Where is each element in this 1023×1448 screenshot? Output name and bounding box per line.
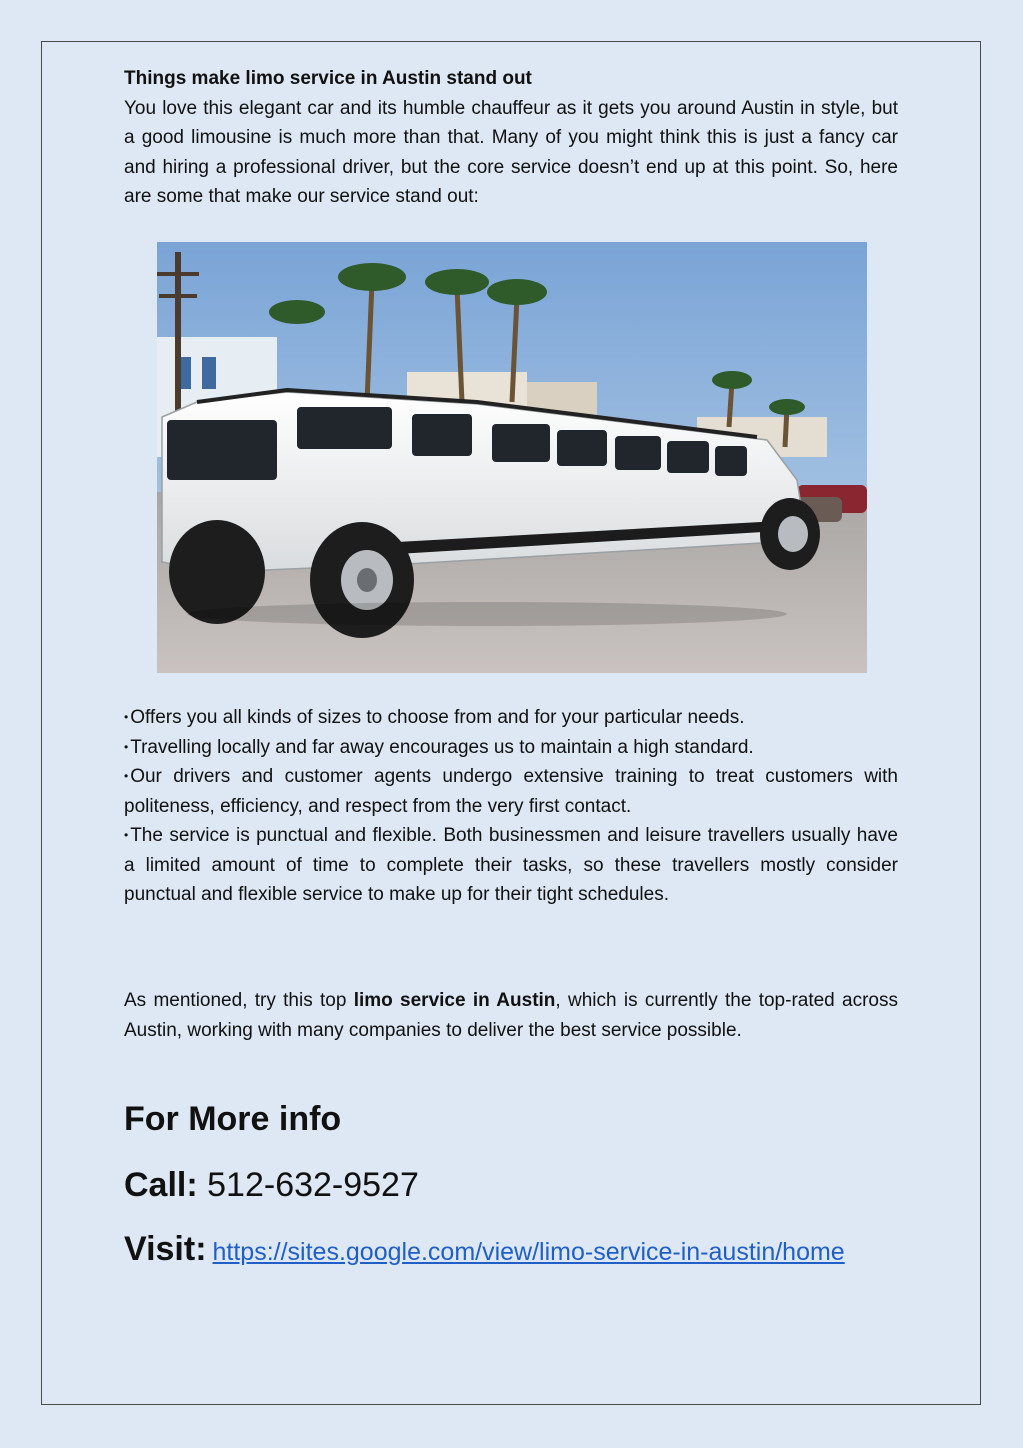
list-item-text: The service is punctual and flexible. Both businessmen and leisure travellers usually have a limited amount of time to complete their tasks, so these travellers mostly consider punctual and flexible service to make up for their tight schedules.: [124, 825, 898, 905]
list-item-text: Our drivers and customer agents undergo extensive training to treat customers with politeness, efficiency, and respect from the very first contact.: [124, 766, 898, 817]
article-intro: You love this elegant car and its humble chauffeur as it gets you around Austin in style, but a good limousine is much more than that. Many of you might think this is just a fancy car and hiring a professional driver, but the core service doesn’t end up at this point. So, here are some that make our service stand out:: [124, 97, 898, 207]
more-info-heading: For More info: [124, 1100, 342, 1138]
list-item: [124, 733, 898, 763]
bullet-icon: •: [124, 710, 129, 724]
bullet-icon: •: [124, 828, 129, 842]
article-title: Things make limo service in Austin stand out: [124, 68, 532, 89]
bullet-icon: •: [124, 769, 129, 783]
features-list: [124, 703, 898, 910]
call-label: Call:: [124, 1166, 198, 1204]
closing-text-after: , which is currently the top-rated across Austin, working with many companies to deliver the best service possible.: [124, 990, 898, 1041]
list-item: [124, 703, 898, 733]
closing-text-before: As mentioned, try this top: [124, 990, 354, 1011]
list-item-text: Travelling locally and far away encourages us to maintain a high standard.: [130, 736, 754, 758]
phone-number[interactable]: 512-632-9527: [207, 1166, 419, 1204]
bullet-icon: •: [124, 739, 129, 754]
service-keyword: limo service in Austin: [353, 990, 556, 1011]
website-link[interactable]: https://sites.google.com/view/limo-service-in-austin/home: [212, 1238, 845, 1266]
visit-label: Visit:: [124, 1230, 207, 1268]
list-item: [124, 762, 898, 821]
list-item: [124, 821, 898, 910]
limousine-photo: [157, 242, 867, 673]
list-item-text: Offers you all kinds of sizes to choose from and for your particular needs.: [130, 707, 745, 728]
closing-paragraph: [124, 986, 898, 1045]
call-line: [124, 1166, 419, 1205]
article-header: [124, 64, 898, 212]
visit-line: [124, 1230, 845, 1269]
